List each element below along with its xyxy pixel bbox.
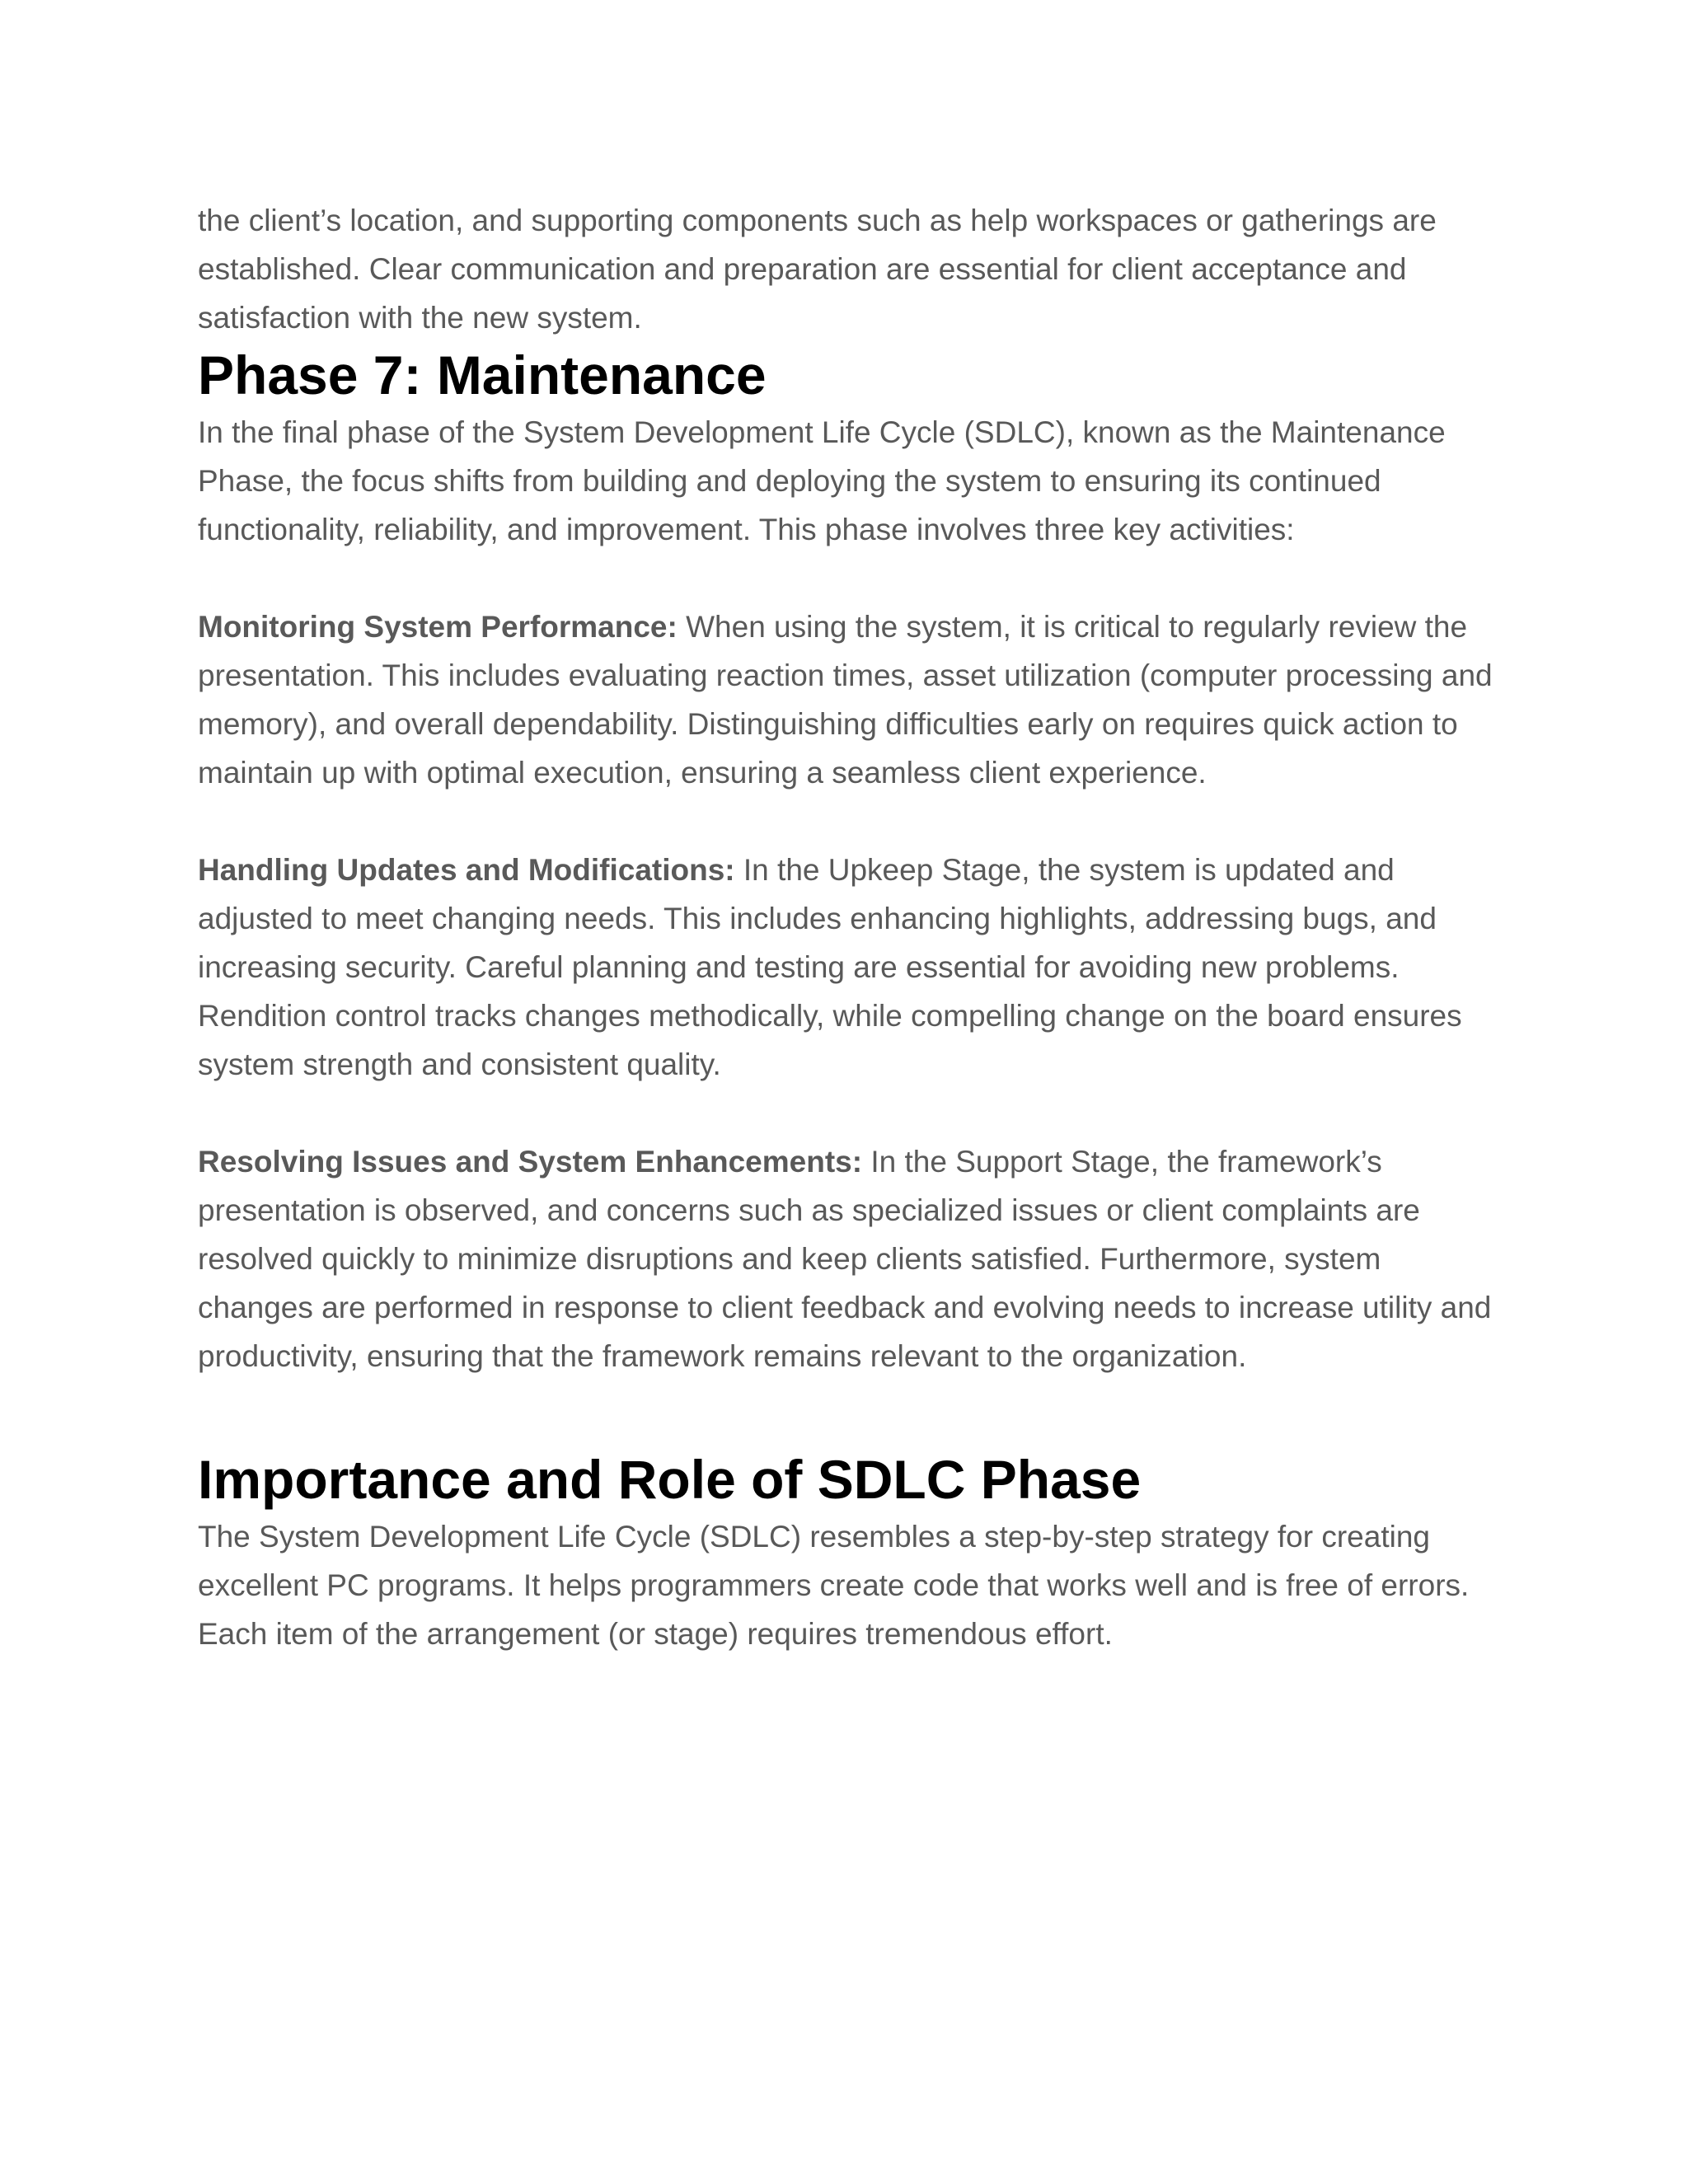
spacer [198, 1380, 1500, 1446]
intro-paragraph: the client’s location, and supporting components such as help workspaces or gatherings are established. Clear communication and preparation are essential for client acceptance and satisfaction with the new system. [198, 204, 1437, 335]
activity-monitoring-text: When using the system, it is critical to regularly review the presentation. This includes evaluating reaction times, asset utilization (computer processing and memory), and overall dependability. Distinguishing difficulties early on requires quick action to maintain up with optimal execution, ensuring a seamless client experience. [198, 610, 1493, 790]
activity-resolving-paragraph [198, 1137, 1500, 1380]
activity-monitoring-title: Monitoring System Performance: [198, 610, 678, 644]
document-body [198, 196, 1500, 1658]
importance-paragraph: The System Development Life Cycle (SDLC) resembles a step-by-step strategy for creating excellent PC programs. It helps programmers create code that works well and is free of errors. Each item of the arrangement (or stage) requires tremendous effort. [198, 1520, 1470, 1651]
activity-updates-text: In the Upkeep Stage, the system is updated and adjusted to meet changing needs. This includes enhancing highlights, addressing bugs, and increasing security. Careful planning and testing are essential for avoiding new problems. Rendition control tracks changes methodically, while compelling change on the board ensures system strength and consistent quality. [198, 853, 1462, 1081]
activity-updates-paragraph [198, 846, 1500, 1089]
activity-resolving-text: In the Support Stage, the framework’s presentation is observed, and concerns such as specialized issues or client complaints are resolved quickly to minimize disruptions and keep clients satisfied. Furthermore, system changes are performed in response to client feedback and evolving needs to increase utility and productivity, ensuring that the framework remains relevant to the organization. [198, 1145, 1492, 1373]
activity-resolving-title: Resolving Issues and System Enhancements: [198, 1145, 863, 1179]
importance-heading: Importance and Role of SDLC Phase [198, 1449, 1142, 1510]
phase7-heading: Phase 7: Maintenance [198, 344, 767, 405]
spacer [198, 554, 1500, 602]
activity-updates-title: Handling Updates and Modifications: [198, 853, 735, 887]
activity-monitoring-paragraph [198, 602, 1500, 797]
spacer [198, 1089, 1500, 1137]
phase7-intro-paragraph: In the final phase of the System Development Life Cycle (SDLC), known as the Maintenance Phase, the focus shifts from building and deploying the system to ensuring its continued functionality, reliability, and improvement. This phase involves three key activities: [198, 415, 1446, 546]
spacer [198, 797, 1500, 846]
